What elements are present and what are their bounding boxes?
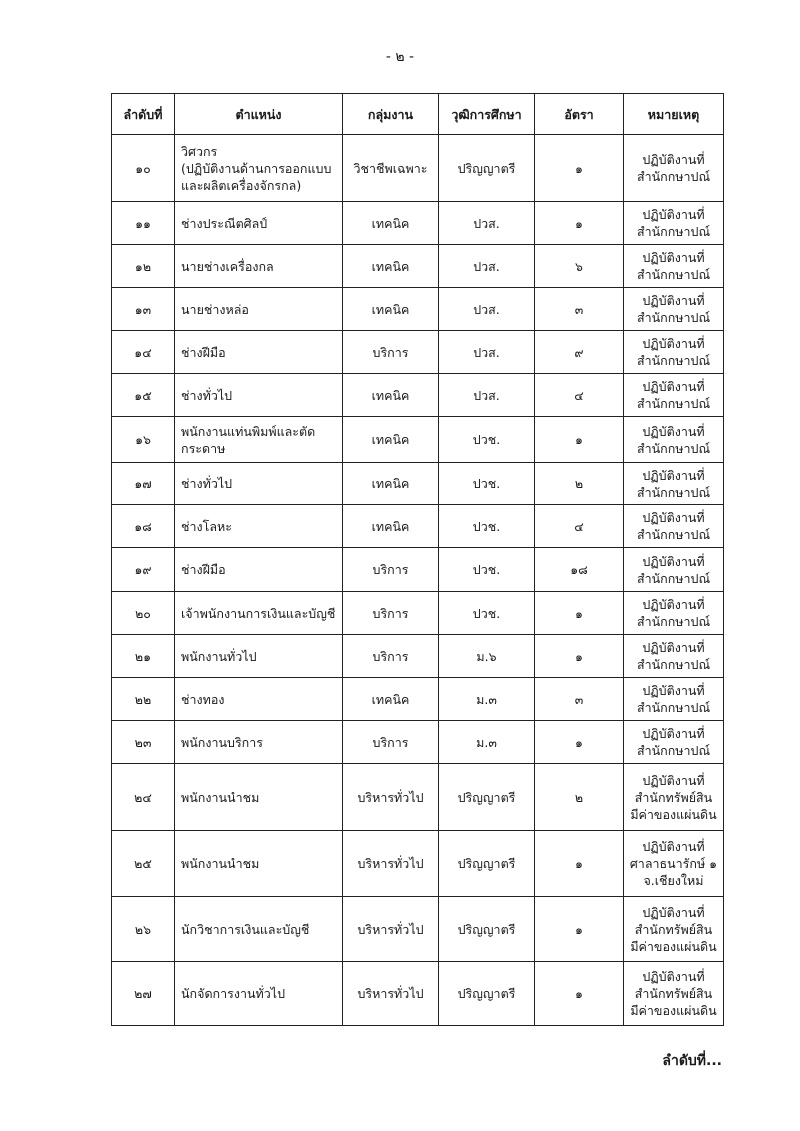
- cell-education: ม.๓: [439, 721, 535, 764]
- cell-no: ๑๙: [112, 548, 175, 592]
- cell-note: ปฏิบัติงานที่ สำนักกษาปณ์: [624, 374, 724, 417]
- cell-education: ปริญญาตรี: [439, 764, 535, 831]
- table-row: [112, 635, 724, 678]
- table-row: [112, 721, 724, 764]
- cell-note: ปฏิบัติงานที่ สำนักกษาปณ์: [624, 463, 724, 505]
- cell-note: ปฏิบัติงานที่ สำนักทรัพย์สิน มีค่าของแผ่นดิน: [624, 962, 724, 1026]
- cell-rate: ๑๘: [535, 548, 624, 592]
- cell-position: ช่างฝีมือ: [175, 331, 343, 374]
- cell-note: ปฏิบัติงานที่ สำนักกษาปณ์: [624, 548, 724, 592]
- table-body: [112, 135, 724, 1026]
- table-row: [112, 135, 724, 202]
- cell-note: ปฏิบัติงานที่ สำนักกษาปณ์: [624, 245, 724, 288]
- cell-group: เทคนิค: [343, 245, 439, 288]
- header-no: ลำดับที่: [112, 94, 175, 135]
- cell-note: ปฏิบัติงานที่ สำนักกษาปณ์: [624, 331, 724, 374]
- cell-rate: ๑: [535, 721, 624, 764]
- cell-note: ปฏิบัติงานที่ สำนักกษาปณ์: [624, 202, 724, 245]
- table-row: [112, 505, 724, 548]
- cell-education: ม.๖: [439, 635, 535, 678]
- cell-rate: ๑: [535, 831, 624, 897]
- cell-no: ๑๗: [112, 463, 175, 505]
- cell-education: ปวช.: [439, 505, 535, 548]
- cell-no: ๒๖: [112, 897, 175, 962]
- header-rate: อัตรา: [535, 94, 624, 135]
- cell-no: ๑๕: [112, 374, 175, 417]
- cell-education: ปวส.: [439, 331, 535, 374]
- cell-position: พนักงานแท่นพิมพ์และตัด กระดาษ: [175, 417, 343, 463]
- cell-group: บริหารทั่วไป: [343, 831, 439, 897]
- cell-rate: ๔: [535, 505, 624, 548]
- cell-no: ๒๓: [112, 721, 175, 764]
- header-note: หมายเหตุ: [624, 94, 724, 135]
- cell-no: ๑๓: [112, 288, 175, 331]
- cell-position: วิศวกร (ปฏิบัติงานด้านการออกแบบ และผลิตเครื่องจักรกล): [175, 135, 343, 202]
- cell-no: ๑๖: [112, 417, 175, 463]
- cell-no: ๒๕: [112, 831, 175, 897]
- cell-rate: ๓: [535, 678, 624, 721]
- cell-rate: ๑: [535, 635, 624, 678]
- cell-note: ปฏิบัติงานที่ สำนักกษาปณ์: [624, 288, 724, 331]
- cell-note: ปฏิบัติงานที่ สำนักกษาปณ์: [624, 721, 724, 764]
- cell-group: บริการ: [343, 592, 439, 635]
- table-row: [112, 897, 724, 962]
- cell-no: ๑๔: [112, 331, 175, 374]
- cell-group: เทคนิค: [343, 463, 439, 505]
- cell-rate: ๑: [535, 897, 624, 962]
- cell-group: เทคนิค: [343, 374, 439, 417]
- cell-education: ม.๓: [439, 678, 535, 721]
- table-header-row: [112, 94, 724, 135]
- table-row: [112, 548, 724, 592]
- table-row: [112, 202, 724, 245]
- cell-group: บริการ: [343, 721, 439, 764]
- cell-group: เทคนิค: [343, 288, 439, 331]
- cell-group: บริการ: [343, 331, 439, 374]
- cell-note: ปฏิบัติงานที่ สำนักกษาปณ์: [624, 678, 724, 721]
- cell-rate: ๑: [535, 417, 624, 463]
- cell-position: เจ้าพนักงานการเงินและบัญชี: [175, 592, 343, 635]
- cell-rate: ๑: [535, 962, 624, 1026]
- cell-rate: ๙: [535, 331, 624, 374]
- cell-rate: ๓: [535, 288, 624, 331]
- table-row: [112, 831, 724, 897]
- cell-position: พนักงานนำชม: [175, 831, 343, 897]
- positions-table: [111, 93, 724, 1026]
- cell-group: บริหารทั่วไป: [343, 764, 439, 831]
- cell-education: ปวส.: [439, 245, 535, 288]
- table-row: [112, 417, 724, 463]
- cell-education: ปวส.: [439, 374, 535, 417]
- cell-group: บริหารทั่วไป: [343, 962, 439, 1026]
- cell-group: เทคนิค: [343, 678, 439, 721]
- cell-group: บริการ: [343, 635, 439, 678]
- cell-no: ๒๒: [112, 678, 175, 721]
- page-number: - ๒ -: [385, 49, 415, 65]
- cell-education: ปวช.: [439, 463, 535, 505]
- cell-note: ปฏิบัติงานที่ สำนักกษาปณ์: [624, 635, 724, 678]
- cell-position: ช่างฝีมือ: [175, 548, 343, 592]
- cell-rate: ๑: [535, 202, 624, 245]
- cell-education: ปริญญาตรี: [439, 831, 535, 897]
- header-education: วุฒิการศึกษา: [439, 94, 535, 135]
- cell-no: ๑๒: [112, 245, 175, 288]
- table-row: [112, 463, 724, 505]
- table-row: [112, 331, 724, 374]
- cell-position: นายช่างเครื่องกล: [175, 245, 343, 288]
- cell-position: พนักงานบริการ: [175, 721, 343, 764]
- cell-no: ๑๑: [112, 202, 175, 245]
- cell-position: นักจัดการงานทั่วไป: [175, 962, 343, 1026]
- cell-position: พนักงานทั่วไป: [175, 635, 343, 678]
- cell-note: ปฏิบัติงานที่ สำนักกษาปณ์: [624, 135, 724, 202]
- cell-education: ปวส.: [439, 288, 535, 331]
- table-row: [112, 374, 724, 417]
- cell-rate: ๒: [535, 764, 624, 831]
- cell-group: วิชาชีพเฉพาะ: [343, 135, 439, 202]
- cell-position: ช่างโลหะ: [175, 505, 343, 548]
- next-page-indicator: ลำดับที่...: [662, 1053, 722, 1069]
- cell-rate: ๔: [535, 374, 624, 417]
- cell-no: ๒๔: [112, 764, 175, 831]
- cell-education: ปวช.: [439, 592, 535, 635]
- cell-education: ปวส.: [439, 202, 535, 245]
- cell-note: ปฏิบัติงานที่ สำนักกษาปณ์: [624, 417, 724, 463]
- cell-group: เทคนิค: [343, 505, 439, 548]
- cell-education: ปริญญาตรี: [439, 962, 535, 1026]
- cell-position: ช่างทั่วไป: [175, 463, 343, 505]
- cell-no: ๒๐: [112, 592, 175, 635]
- cell-group: บริการ: [343, 548, 439, 592]
- cell-education: ปวช.: [439, 417, 535, 463]
- table-row: [112, 245, 724, 288]
- cell-position: พนักงานนำชม: [175, 764, 343, 831]
- cell-no: ๑๐: [112, 135, 175, 202]
- cell-position: นักวิชาการเงินและบัญชี: [175, 897, 343, 962]
- cell-rate: ๖: [535, 245, 624, 288]
- cell-rate: ๑: [535, 135, 624, 202]
- table-row: [112, 764, 724, 831]
- cell-note: ปฏิบัติงานที่ ศาลาธนารักษ์ ๑ จ.เชียงใหม่: [624, 831, 724, 897]
- cell-group: บริหารทั่วไป: [343, 897, 439, 962]
- cell-education: ปริญญาตรี: [439, 135, 535, 202]
- cell-note: ปฏิบัติงานที่ สำนักกษาปณ์: [624, 592, 724, 635]
- table-row: [112, 962, 724, 1026]
- cell-note: ปฏิบัติงานที่ สำนักทรัพย์สิน มีค่าของแผ่นดิน: [624, 897, 724, 962]
- cell-education: ปวช.: [439, 548, 535, 592]
- cell-no: ๑๘: [112, 505, 175, 548]
- header-group: กลุ่มงาน: [343, 94, 439, 135]
- cell-position: ช่างทั่วไป: [175, 374, 343, 417]
- cell-note: ปฏิบัติงานที่ สำนักทรัพย์สิน มีค่าของแผ่นดิน: [624, 764, 724, 831]
- cell-position: นายช่างหล่อ: [175, 288, 343, 331]
- cell-group: เทคนิค: [343, 417, 439, 463]
- cell-position: ช่างประณีตศิลป์: [175, 202, 343, 245]
- cell-group: เทคนิค: [343, 202, 439, 245]
- cell-no: ๒๗: [112, 962, 175, 1026]
- cell-education: ปริญญาตรี: [439, 897, 535, 962]
- cell-rate: ๑: [535, 592, 624, 635]
- cell-no: ๒๑: [112, 635, 175, 678]
- cell-note: ปฏิบัติงานที่ สำนักกษาปณ์: [624, 505, 724, 548]
- table-row: [112, 592, 724, 635]
- cell-rate: ๒: [535, 463, 624, 505]
- header-position: ตำแหน่ง: [175, 94, 343, 135]
- table-row: [112, 678, 724, 721]
- table-row: [112, 288, 724, 331]
- cell-position: ช่างทอง: [175, 678, 343, 721]
